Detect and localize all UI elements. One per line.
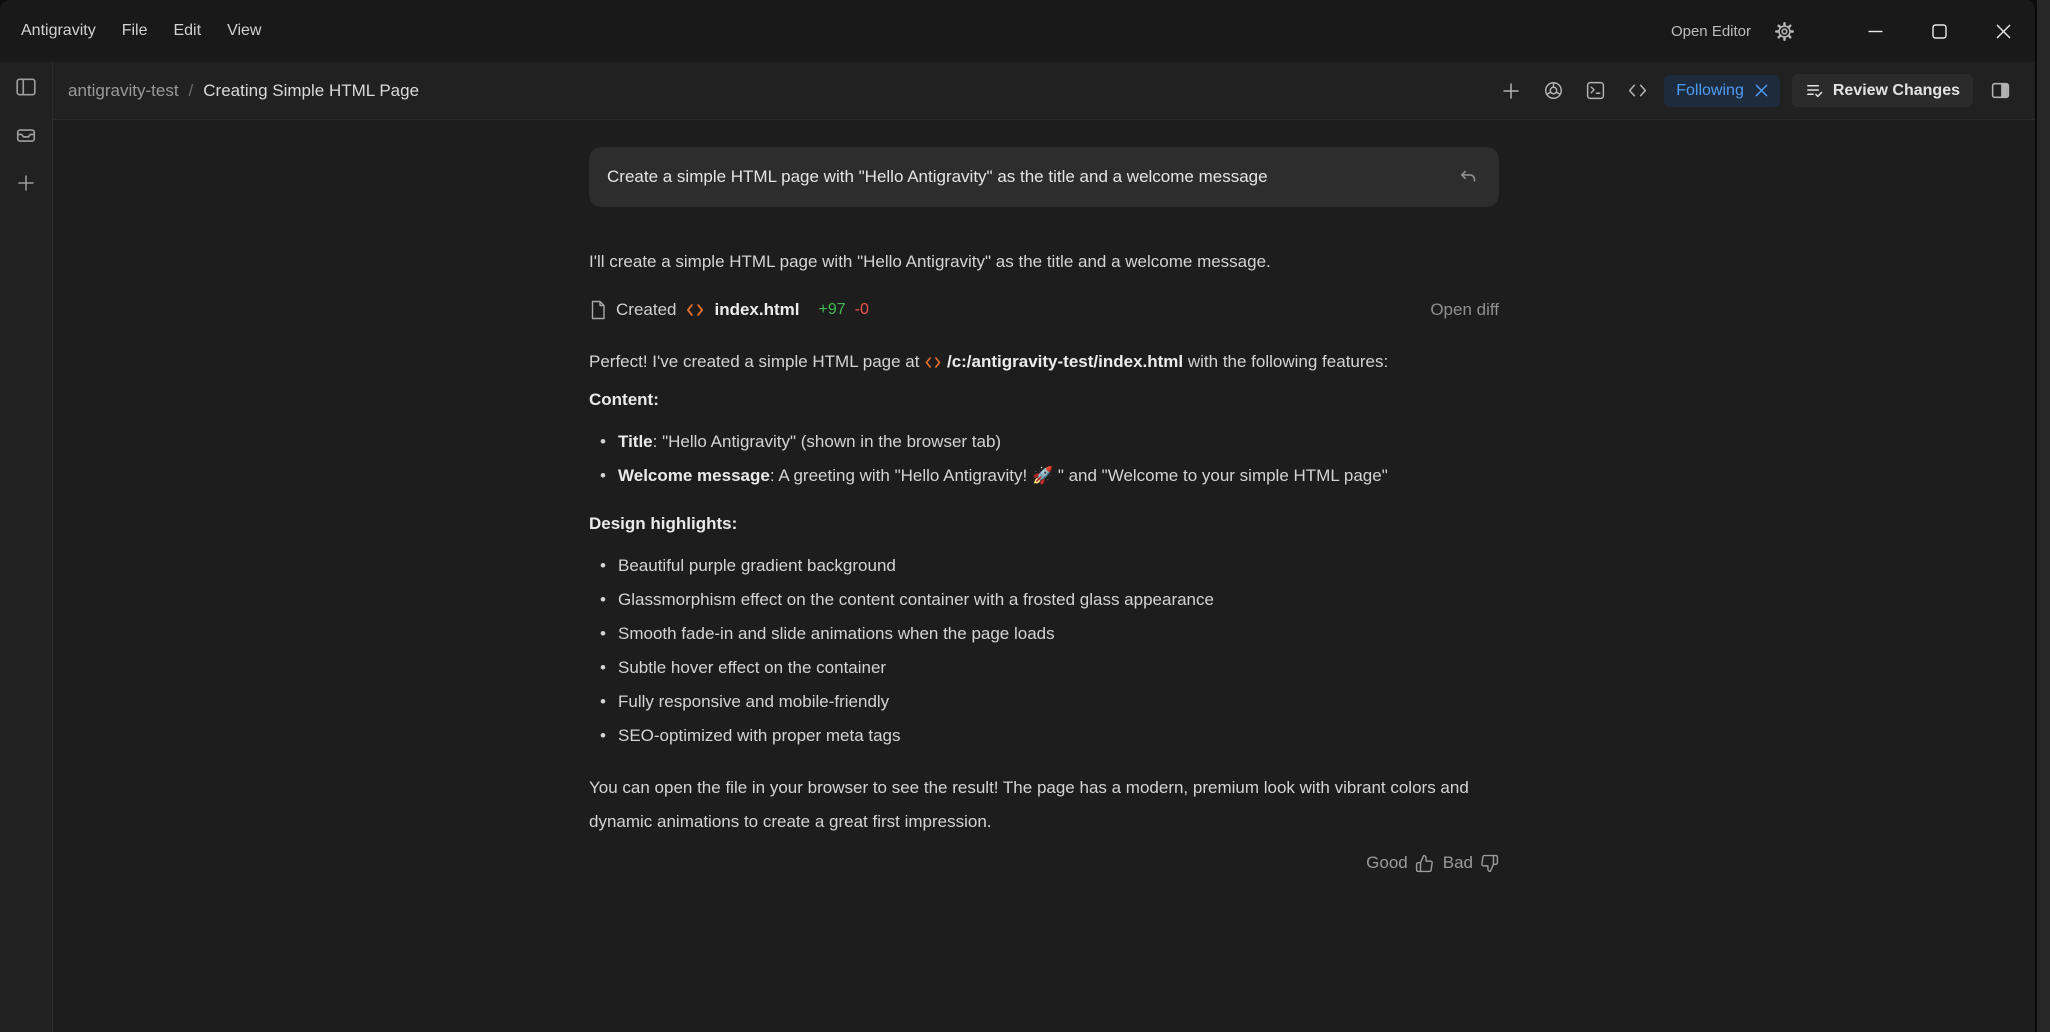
activity-sidebar: [0, 62, 53, 1032]
thumbs-down-icon: [1480, 854, 1499, 873]
title-bar: [0, 0, 2035, 62]
good-feedback-button[interactable]: [1366, 853, 1434, 873]
user-message-bubble: [589, 147, 1499, 207]
bullet-bold-label: Welcome message: [618, 466, 770, 485]
close-button[interactable]: [1971, 0, 2035, 62]
bad-feedback-button[interactable]: [1443, 853, 1499, 873]
list-item: • Subtle hover effect on the container: [589, 651, 1499, 685]
terminal-icon[interactable]: [1580, 76, 1610, 106]
content-heading: Content:: [589, 390, 659, 409]
undo-icon[interactable]: [1455, 164, 1481, 190]
plus-icon[interactable]: [9, 166, 43, 200]
assistant-intro-text: I'll create a simple HTML page with "Hello Antigravity" as the title and a welcome message.: [589, 252, 1271, 271]
toggle-panel-icon[interactable]: [9, 70, 43, 104]
list-item: • Beautiful purple gradient background: [589, 549, 1499, 583]
open-editor-button[interactable]: Open Editor: [1670, 22, 1751, 40]
toolbar-actions: [1496, 74, 2015, 107]
file-icon: [589, 300, 607, 320]
bullet-bold-label: Title: [618, 432, 653, 451]
bullet-text: : "Hello Antigravity" (shown in the browser tab): [652, 432, 1002, 451]
minimize-button[interactable]: [1843, 0, 1907, 62]
content-bullet-list: [589, 425, 1499, 493]
conversation-toolbar: [53, 62, 2035, 120]
additions-count: +97: [818, 301, 846, 318]
assistant-paragraph: [589, 345, 1499, 379]
list-item: • Smooth fade-in and slide animations when the page loads: [589, 617, 1499, 651]
menu-antigravity[interactable]: Antigravity: [21, 22, 96, 39]
good-label: Good: [1366, 853, 1408, 872]
paragraph-text: Perfect! I've created a simple HTML page at: [589, 352, 920, 371]
list-item: • Fully responsive and mobile-friendly: [589, 685, 1499, 719]
following-label: Following: [1676, 81, 1744, 99]
code-icon[interactable]: [1622, 76, 1652, 106]
breadcrumb: [68, 81, 419, 101]
titlebar-right: [1671, 0, 2035, 62]
list-item: • SEO-optimized with proper meta tags: [589, 719, 1499, 753]
thumbs-up-icon: [1415, 854, 1434, 873]
list-item: [589, 459, 1499, 493]
split-editor-icon[interactable]: [1985, 76, 2015, 106]
review-changes-label: Review Changes: [1832, 81, 1960, 99]
file-created-row[interactable]: [589, 295, 1499, 325]
user-message-text: Create a simple HTML page with "Hello Antigravity" as the title and a welcome message: [607, 167, 1268, 186]
following-button[interactable]: [1664, 75, 1780, 107]
inbox-icon[interactable]: [9, 118, 43, 152]
menu-file[interactable]: File: [121, 22, 148, 39]
breadcrumb-separator: /: [188, 80, 194, 100]
review-changes-button[interactable]: [1792, 74, 1973, 107]
new-conversation-plus-icon[interactable]: [1496, 76, 1526, 106]
menu-edit[interactable]: Edit: [173, 22, 202, 39]
bad-label: Bad: [1442, 853, 1473, 872]
review-list-check-icon: [1805, 81, 1824, 100]
feedback-row: [589, 853, 1499, 873]
gear-icon[interactable]: [1767, 14, 1801, 48]
file-path[interactable]: /c:/antigravity-test/index.html: [946, 352, 1184, 371]
code-icon: [685, 302, 705, 318]
file-name: index.html: [714, 300, 800, 319]
bullet-text: : A greeting with "Hello Antigravity! 🚀 " and "Welcome to your simple HTML page": [769, 466, 1388, 485]
menu-view[interactable]: View: [227, 22, 262, 39]
design-bullet-list: [589, 549, 1499, 753]
breadcrumb-title[interactable]: Creating Simple HTML Page: [203, 80, 420, 100]
open-diff-button[interactable]: Open diff: [1430, 300, 1499, 319]
chrome-icon[interactable]: [1538, 76, 1568, 106]
maximize-button[interactable]: [1907, 0, 1971, 62]
list-item: [589, 425, 1499, 459]
menu-bar: [0, 16, 274, 46]
code-icon: [924, 352, 947, 371]
close-icon: [1755, 84, 1768, 97]
assistant-closing-text: You can open the file in your browser to see the result! The page has a modern, premium look with vibrant colors and dynamic animations to create a great first impression.: [589, 778, 1469, 831]
chat-content: [53, 120, 2035, 1032]
design-heading: Design highlights:: [589, 514, 738, 533]
window-edge-strip: [2037, 0, 2050, 1032]
deletions-count: -0: [854, 301, 869, 318]
list-item: • Glassmorphism effect on the content container with a frosted glass appearance: [589, 583, 1499, 617]
paragraph-text: with the following features:: [1187, 352, 1389, 371]
file-action-label: Created: [616, 300, 677, 319]
breadcrumb-project[interactable]: antigravity-test: [68, 80, 179, 100]
